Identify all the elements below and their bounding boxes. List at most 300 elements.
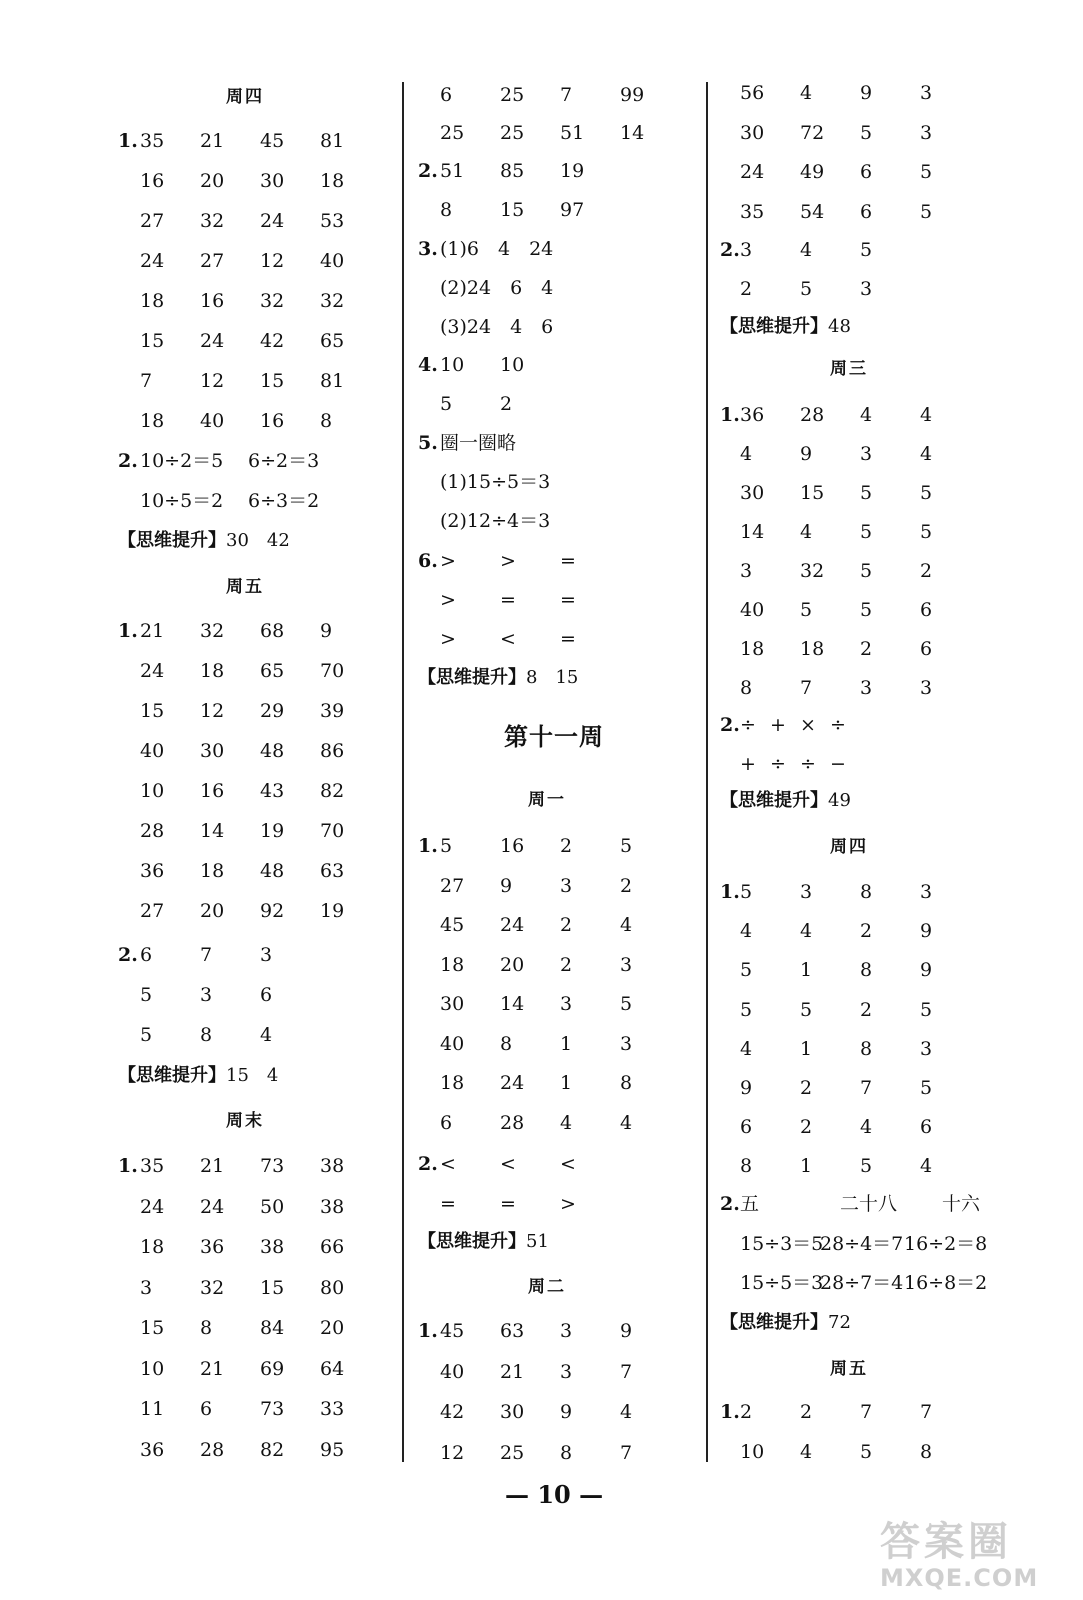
answer-cell: 68 bbox=[260, 620, 285, 642]
answer-cell: 5 bbox=[860, 599, 873, 621]
answer-cell: 63 bbox=[320, 860, 345, 882]
answer-cell: 16 bbox=[500, 835, 525, 857]
answer-cell: 6÷3＝2 bbox=[248, 490, 320, 512]
answer-cell: 5 bbox=[920, 998, 933, 1021]
answer-cell: 27 bbox=[140, 210, 165, 232]
answer-cell: 5 bbox=[740, 998, 753, 1021]
answer-cell: + bbox=[770, 714, 786, 736]
answer-cell: 4 bbox=[740, 1037, 753, 1060]
question-number: 2. bbox=[720, 714, 740, 736]
answer-cell: 32 bbox=[200, 620, 225, 642]
answer-cell: 4 bbox=[800, 82, 813, 104]
answer-cell: 49 bbox=[800, 161, 825, 183]
answer-text: (1)6 4 24 bbox=[440, 238, 554, 260]
answer-cell: 10 bbox=[500, 354, 525, 376]
answer-cell: 24 bbox=[200, 1195, 225, 1218]
thinking-extension bbox=[118, 1061, 278, 1091]
answer-text: 圈一圈略 bbox=[440, 432, 517, 454]
answer-cell: 2 bbox=[800, 1077, 813, 1099]
answer-cell: + bbox=[740, 753, 756, 775]
answer-cell: 5 bbox=[800, 998, 813, 1021]
answer-cell: 2 bbox=[800, 1401, 813, 1423]
answer-cell: 24 bbox=[500, 1072, 525, 1094]
question-number: 6. bbox=[418, 550, 438, 572]
answer-cell: 4 bbox=[620, 914, 633, 936]
answer-cell: 29 bbox=[260, 700, 285, 722]
answer-cell: 5 bbox=[860, 482, 873, 504]
answer-cell: 五 bbox=[740, 1193, 760, 1215]
answer-cell: 40 bbox=[440, 1360, 465, 1383]
answer-cell: 19 bbox=[320, 900, 345, 922]
question-number: 2. bbox=[720, 239, 740, 261]
answer-cell: 5 bbox=[860, 560, 873, 582]
question-number: 1. bbox=[720, 404, 740, 426]
section-title-weekend: 周末 bbox=[226, 1111, 264, 1131]
answer-cell: 86 bbox=[320, 740, 345, 762]
answer-cell: 30 bbox=[740, 482, 765, 504]
answer-cell: 50 bbox=[260, 1195, 285, 1218]
answer-cell: 3 bbox=[860, 443, 873, 465]
answer-cell: 51 bbox=[440, 160, 465, 182]
answer-cell: 5 bbox=[620, 835, 633, 857]
answer-cell: 5 bbox=[920, 200, 933, 223]
answer-cell: 5 bbox=[920, 161, 933, 183]
answer-cell: 9 bbox=[500, 874, 513, 897]
answer-cell: 81 bbox=[320, 130, 345, 152]
answer-cell: 6÷2＝3 bbox=[248, 450, 320, 472]
answer-cell: 21 bbox=[200, 130, 225, 152]
answer-cell: 3 bbox=[140, 1276, 153, 1299]
thinking-extension bbox=[118, 526, 290, 556]
answer-cell: 28÷7＝4 bbox=[820, 1272, 904, 1294]
answer-cell: 14 bbox=[620, 122, 645, 144]
answer-cell: 5 bbox=[920, 1077, 933, 1099]
answer-cell: 40 bbox=[320, 250, 345, 272]
answer-cell: 3 bbox=[920, 121, 933, 144]
answer-cell: 10 bbox=[740, 1441, 765, 1463]
answer-cell: < bbox=[500, 1153, 516, 1175]
answer-cell: 2 bbox=[800, 1116, 813, 1139]
answer-cell: 8 bbox=[320, 410, 333, 432]
answer-cell: 5 bbox=[860, 1155, 873, 1178]
answer-cell: 9 bbox=[920, 920, 933, 943]
answer-cell: 10÷5＝2 bbox=[140, 490, 224, 512]
thinking-extension bbox=[720, 786, 851, 816]
answer-cell: 3 bbox=[740, 239, 753, 261]
answer-cell: 6 bbox=[860, 161, 873, 183]
answer-cell: 1 bbox=[560, 1072, 573, 1094]
answer-cell: 9 bbox=[860, 82, 873, 104]
answer-cell: 8 bbox=[920, 1441, 933, 1463]
answer-cell: 27 bbox=[440, 874, 465, 897]
answer-cell: 97 bbox=[560, 199, 585, 221]
answer-cell: 18 bbox=[740, 638, 765, 660]
answer-cell: 9 bbox=[920, 959, 933, 982]
answer-cell: 2 bbox=[560, 835, 573, 857]
answer-text: (2)12÷4＝3 bbox=[440, 510, 551, 532]
answer-cell: 12 bbox=[200, 700, 225, 722]
question-number: 2. bbox=[720, 1193, 740, 1215]
answer-cell: 70 bbox=[320, 660, 345, 682]
answer-cell: 3 bbox=[920, 82, 933, 104]
answer-cell: 54 bbox=[800, 200, 825, 223]
answer-cell: 70 bbox=[320, 820, 345, 842]
answer-cell: 7 bbox=[860, 1077, 873, 1099]
answer-cell: 36 bbox=[140, 1438, 165, 1461]
answer-cell: 30 bbox=[200, 740, 225, 762]
answer-cell: 7 bbox=[140, 370, 153, 392]
answer-cell: 4 bbox=[620, 1401, 633, 1423]
answer-cell: ÷ bbox=[800, 753, 816, 775]
answer-cell: 6 bbox=[440, 1111, 453, 1134]
answer-cell: 7 bbox=[620, 1441, 633, 1464]
answer-cell: = bbox=[500, 1193, 516, 1215]
answer-cell: 8 bbox=[860, 959, 873, 982]
answer-cell: 72 bbox=[800, 121, 825, 144]
answer-cell: 32 bbox=[200, 1276, 225, 1299]
answer-cell: 2 bbox=[740, 278, 753, 300]
answer-cell: > bbox=[560, 1193, 576, 1215]
answer-cell: 8 bbox=[440, 199, 453, 221]
answer-cell: 16 bbox=[140, 170, 165, 192]
answer-cell: 73 bbox=[260, 1155, 285, 1177]
question-number: 1. bbox=[720, 1401, 740, 1423]
answer-cell: 24 bbox=[260, 210, 285, 232]
answer-cell: 9 bbox=[740, 1077, 753, 1099]
answer-cell: 35 bbox=[140, 1155, 165, 1177]
answer-cell: 5 bbox=[440, 393, 453, 415]
answer-cell: 7 bbox=[800, 677, 813, 699]
answer-cell: 2 bbox=[560, 914, 573, 936]
answer-cell: 24 bbox=[740, 161, 765, 183]
answer-cell: 4 bbox=[800, 239, 813, 261]
column-divider-left bbox=[402, 82, 404, 1462]
answer-cell: 48 bbox=[260, 860, 285, 882]
answer-cell: 38 bbox=[320, 1155, 345, 1177]
answer-cell: 8 bbox=[500, 1032, 513, 1055]
answer-cell: 7 bbox=[560, 84, 573, 106]
answer-cell: 33 bbox=[320, 1398, 345, 1420]
thinking-extension bbox=[418, 1227, 549, 1257]
answer-cell: 8 bbox=[560, 1441, 573, 1464]
answer-cell: 32 bbox=[260, 290, 285, 312]
answer-cell: 6 bbox=[740, 1116, 753, 1139]
answer-cell: 19 bbox=[560, 160, 585, 182]
answer-cell: 15 bbox=[800, 482, 825, 504]
answer-cell: 18 bbox=[320, 170, 345, 192]
answer-cell: 1 bbox=[800, 1155, 813, 1178]
answer-cell: 4 bbox=[920, 404, 933, 426]
answer-cell: 21 bbox=[200, 1155, 225, 1177]
answer-cell: 10 bbox=[140, 1357, 165, 1380]
thinking-label: 【思维提升】 bbox=[418, 1231, 526, 1252]
answer-cell: 24 bbox=[500, 914, 525, 936]
answer-cell: 9 bbox=[800, 443, 813, 465]
answer-cell: 5 bbox=[800, 599, 813, 621]
answer-cell: 43 bbox=[260, 780, 285, 802]
answer-cell: 2 bbox=[920, 560, 933, 582]
answer-cell: 99 bbox=[620, 84, 645, 106]
answer-cell: 6 bbox=[260, 984, 273, 1006]
answer-cell: 21 bbox=[200, 1357, 225, 1380]
answer-cell: 32 bbox=[320, 290, 345, 312]
answer-cell: 30 bbox=[500, 1401, 525, 1423]
answer-cell: 18 bbox=[440, 1072, 465, 1094]
answer-cell: 4 bbox=[800, 521, 813, 543]
answer-cell: 4 bbox=[260, 1024, 273, 1046]
answer-cell: 28 bbox=[800, 404, 825, 426]
answer-cell: 8 bbox=[200, 1024, 213, 1046]
thinking-label: 【思维提升】 bbox=[720, 316, 828, 337]
answer-cell: 64 bbox=[320, 1357, 345, 1380]
answer-cell: 82 bbox=[260, 1438, 285, 1461]
answer-cell: 3 bbox=[560, 993, 573, 1015]
answer-cell: 20 bbox=[200, 900, 225, 922]
answer-cell: = bbox=[440, 1193, 456, 1215]
answer-cell: 6 bbox=[860, 200, 873, 223]
answer-text: (3)24 4 6 bbox=[440, 316, 554, 338]
answer-cell: 3 bbox=[620, 1032, 633, 1055]
answer-cell: 28 bbox=[200, 1438, 225, 1461]
answer-cell: > bbox=[500, 550, 516, 572]
answer-cell: 15 bbox=[500, 199, 525, 221]
answer-cell: 24 bbox=[140, 1195, 165, 1218]
answer-cell: 42 bbox=[440, 1401, 465, 1423]
thinking-extension bbox=[720, 312, 851, 342]
answer-cell: 16÷8＝2 bbox=[904, 1272, 988, 1294]
answer-cell: 24 bbox=[140, 660, 165, 682]
answer-cell: 8 bbox=[620, 1072, 633, 1094]
thinking-answer: 15 4 bbox=[226, 1065, 279, 1086]
answer-cell: 66 bbox=[320, 1236, 345, 1258]
answer-cell: 2 bbox=[500, 393, 513, 415]
answer-cell: > bbox=[440, 628, 456, 650]
answer-cell: 15 bbox=[140, 700, 165, 722]
answer-cell: 40 bbox=[200, 410, 225, 432]
question-number: 3. bbox=[418, 238, 438, 260]
answer-cell: 9 bbox=[620, 1320, 633, 1342]
answer-cell: 63 bbox=[500, 1320, 525, 1342]
answer-cell: 15 bbox=[140, 1317, 165, 1339]
thinking-label: 【思维提升】 bbox=[118, 1065, 226, 1086]
answer-cell: 7 bbox=[200, 944, 213, 966]
answer-cell: 15 bbox=[260, 370, 285, 392]
column-divider-right bbox=[706, 82, 708, 1462]
answer-cell: 5 bbox=[860, 121, 873, 144]
answer-cell: 11 bbox=[140, 1398, 165, 1420]
answer-cell: 3 bbox=[560, 1320, 573, 1342]
answer-cell: 39 bbox=[320, 700, 345, 722]
answer-cell: 5 bbox=[620, 993, 633, 1015]
section-title-mon: 周一 bbox=[528, 790, 566, 810]
answer-cell: 3 bbox=[260, 944, 273, 966]
answer-cell: 5 bbox=[860, 1441, 873, 1463]
answer-cell: 3 bbox=[860, 278, 873, 300]
thinking-label: 【思维提升】 bbox=[418, 667, 526, 688]
answer-cell: 53 bbox=[320, 210, 345, 232]
section-title-fri: 周五 bbox=[226, 577, 264, 597]
answer-cell: 85 bbox=[500, 160, 525, 182]
answer-cell: 18 bbox=[800, 638, 825, 660]
answer-cell: 15 bbox=[140, 330, 165, 352]
answer-cell: 40 bbox=[440, 1032, 465, 1055]
question-number: 1. bbox=[118, 620, 138, 642]
answer-cell: 6 bbox=[920, 638, 933, 660]
question-number: 4. bbox=[418, 354, 438, 376]
answer-cell: 3 bbox=[200, 984, 213, 1006]
answer-cell: 6 bbox=[200, 1398, 213, 1420]
answer-cell: 40 bbox=[740, 599, 765, 621]
answer-cell: 8 bbox=[740, 1155, 753, 1178]
answer-cell: 25 bbox=[500, 1441, 525, 1464]
answer-cell: = bbox=[560, 628, 576, 650]
question-number: 2. bbox=[118, 944, 138, 966]
answer-cell: 1 bbox=[800, 1037, 813, 1060]
answer-cell: 16÷2＝8 bbox=[904, 1233, 988, 1255]
question-number: 1. bbox=[720, 881, 740, 903]
answer-cell: 92 bbox=[260, 900, 285, 922]
answer-cell: 5 bbox=[740, 959, 753, 982]
answer-cell: 18 bbox=[140, 290, 165, 312]
answer-cell: 25 bbox=[440, 122, 465, 144]
thinking-label: 【思维提升】 bbox=[118, 530, 226, 551]
answer-cell: 80 bbox=[320, 1276, 345, 1299]
answer-cell: 4 bbox=[740, 443, 753, 465]
answer-cell: ÷ bbox=[830, 714, 846, 736]
section-title-thu: 周四 bbox=[226, 87, 264, 107]
answer-cell: > bbox=[440, 550, 456, 572]
answer-cell: 24 bbox=[140, 250, 165, 272]
answer-cell: 4 bbox=[920, 443, 933, 465]
answer-cell: 3 bbox=[560, 1360, 573, 1383]
answer-cell: 4 bbox=[860, 404, 873, 426]
answer-cell: < bbox=[560, 1153, 576, 1175]
answer-cell: 2 bbox=[860, 998, 873, 1021]
answer-cell: 3 bbox=[620, 953, 633, 976]
answer-cell: 4 bbox=[800, 920, 813, 943]
answer-cell: 5 bbox=[740, 881, 753, 903]
answer-cell: 28 bbox=[500, 1111, 525, 1134]
answer-cell: 36 bbox=[140, 860, 165, 882]
week-title: 第十一周 bbox=[504, 722, 604, 751]
answer-cell: 21 bbox=[140, 620, 165, 642]
answer-cell: 4 bbox=[740, 920, 753, 943]
thinking-extension bbox=[418, 663, 578, 693]
answer-cell: = bbox=[560, 550, 576, 572]
answer-cell: 51 bbox=[560, 122, 585, 144]
answer-cell: 2 bbox=[740, 1401, 753, 1423]
answer-cell: 18 bbox=[200, 860, 225, 882]
answer-cell: 28 bbox=[140, 820, 165, 842]
thinking-label: 【思维提升】 bbox=[720, 1312, 828, 1333]
answer-cell: 36 bbox=[200, 1236, 225, 1258]
answer-cell: 5 bbox=[800, 278, 813, 300]
answer-cell: 65 bbox=[320, 330, 345, 352]
answer-cell: 35 bbox=[140, 130, 165, 152]
answer-cell: 7 bbox=[860, 1401, 873, 1423]
answer-cell: 4 bbox=[920, 1155, 933, 1178]
answer-cell: 5 bbox=[920, 482, 933, 504]
answer-cell: ÷ bbox=[740, 714, 756, 736]
section-title-tue: 周二 bbox=[528, 1277, 566, 1297]
answer-cell: 8 bbox=[740, 677, 753, 699]
answer-cell: 45 bbox=[440, 914, 465, 936]
answer-cell: = bbox=[560, 589, 576, 611]
answer-cell: 14 bbox=[740, 521, 765, 543]
answer-cell: 20 bbox=[320, 1317, 345, 1339]
answer-cell: 25 bbox=[500, 122, 525, 144]
answer-cell: 18 bbox=[140, 1236, 165, 1258]
answer-cell: 二十八 bbox=[840, 1193, 898, 1215]
question-number: 1. bbox=[118, 130, 138, 152]
answer-cell: < bbox=[440, 1153, 456, 1175]
answer-cell: × bbox=[800, 714, 816, 736]
answer-cell: 82 bbox=[320, 780, 345, 802]
answer-cell: 10÷2＝5 bbox=[140, 450, 224, 472]
answer-cell: 1 bbox=[800, 959, 813, 982]
answer-cell: 4 bbox=[860, 1116, 873, 1139]
section-title-wed: 周三 bbox=[830, 359, 868, 379]
section-title-thu: 周四 bbox=[830, 837, 868, 857]
answer-cell: 56 bbox=[740, 82, 765, 104]
answer-cell: 16 bbox=[200, 290, 225, 312]
answer-cell: > bbox=[440, 589, 456, 611]
answer-cell: 15 bbox=[260, 1276, 285, 1299]
answer-cell: < bbox=[500, 628, 516, 650]
answer-cell: 5 bbox=[440, 835, 453, 857]
answer-cell: 18 bbox=[440, 953, 465, 976]
answer-cell: 8 bbox=[860, 1037, 873, 1060]
answer-cell: 69 bbox=[260, 1357, 285, 1380]
answer-cell: 14 bbox=[200, 820, 225, 842]
watermark-logo: 答案圈 MXQE.COM bbox=[880, 1519, 1039, 1592]
thinking-answer: 48 bbox=[828, 316, 851, 337]
question-number: 2. bbox=[118, 450, 138, 472]
answer-cell: 40 bbox=[140, 740, 165, 762]
answer-cell: 4 bbox=[620, 1111, 633, 1134]
answer-cell: 36 bbox=[740, 404, 765, 426]
answer-cell: 9 bbox=[320, 620, 333, 642]
answer-cell: 45 bbox=[440, 1320, 465, 1342]
answer-cell: 27 bbox=[140, 900, 165, 922]
answer-cell: 45 bbox=[260, 130, 285, 152]
answer-cell: 30 bbox=[260, 170, 285, 192]
answer-cell: − bbox=[830, 753, 846, 775]
answer-cell: = bbox=[500, 589, 516, 611]
question-number: 5. bbox=[418, 432, 438, 454]
answer-cell: 8 bbox=[200, 1317, 213, 1339]
thinking-extension bbox=[720, 1308, 851, 1338]
answer-cell: 3 bbox=[560, 874, 573, 897]
answer-cell: 28÷4＝7 bbox=[820, 1233, 904, 1255]
answer-cell: 24 bbox=[200, 330, 225, 352]
question-number: 2. bbox=[418, 1153, 438, 1175]
answer-cell: 3 bbox=[860, 677, 873, 699]
thinking-answer: 30 42 bbox=[226, 530, 290, 551]
answer-cell: 18 bbox=[200, 660, 225, 682]
answer-cell: 5 bbox=[860, 239, 873, 261]
answer-cell: 32 bbox=[200, 210, 225, 232]
answer-cell: 15÷5＝3 bbox=[740, 1272, 824, 1294]
answer-cell: 3 bbox=[920, 677, 933, 699]
answer-cell: 4 bbox=[560, 1111, 573, 1134]
answer-cell: ÷ bbox=[770, 753, 786, 775]
answer-cell: 3 bbox=[920, 1037, 933, 1060]
answer-cell: 3 bbox=[920, 881, 933, 903]
answer-cell: 5 bbox=[860, 521, 873, 543]
thinking-answer: 51 bbox=[526, 1231, 549, 1252]
page-number: — 10 — bbox=[505, 1480, 604, 1509]
